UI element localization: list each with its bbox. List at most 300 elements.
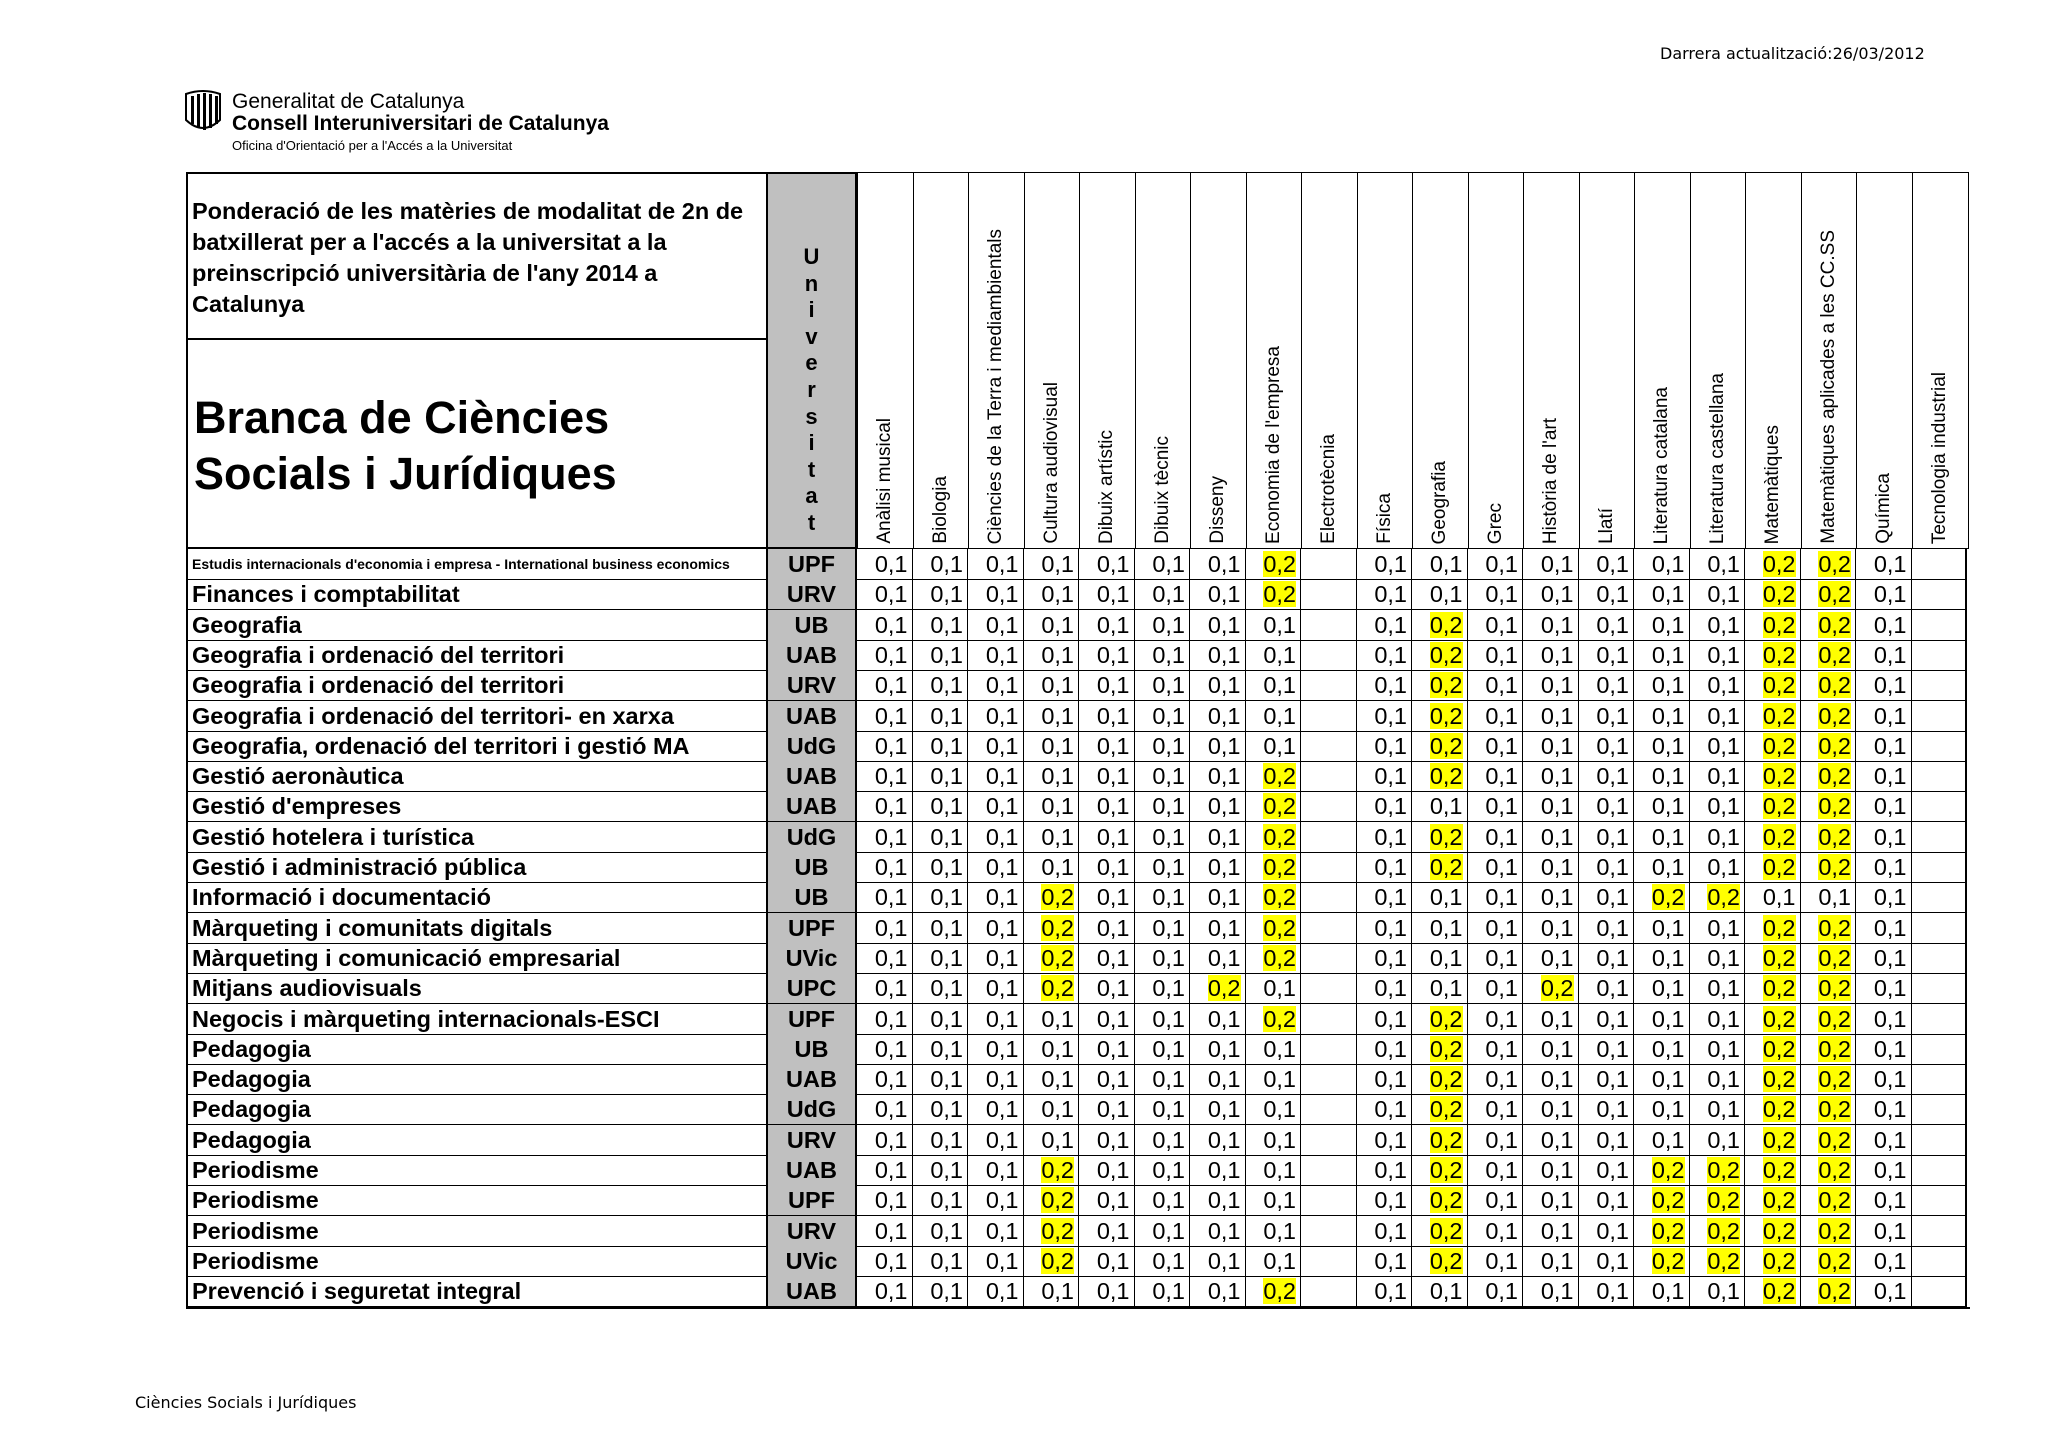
weight-cell [1190,1125,1246,1156]
weight-value: 0,1 [1263,732,1296,759]
weight-value: 0,1 [1873,1187,1907,1214]
weight-value: 0,1 [1596,823,1629,850]
weight-cell [1690,1064,1746,1095]
weight-value: 0,1 [1651,975,1685,1002]
weight-value: 0,2 [1818,1126,1851,1153]
weight-value: 0,1 [1263,1126,1296,1153]
weight-value: 0,1 [1485,1157,1518,1183]
weight-cell [1357,852,1413,883]
weight-cell [1690,549,1746,580]
subject-header-label: Literatura castellana [1706,372,1728,544]
university-header-letter: i [808,297,815,323]
weight-value: 0,1 [1540,823,1574,850]
university-code: UdG [766,822,857,853]
weight-cell [1246,1064,1302,1095]
weight-value: 0,1 [1041,1096,1074,1123]
weight-value: 0,1 [1485,1278,1518,1305]
weight-cell [1024,1064,1080,1095]
weight-cell [1801,1185,1857,1216]
weight-cell [1412,1125,1468,1156]
weight-value: 0,1 [1651,1278,1685,1305]
weight-cell [1468,822,1524,853]
weight-cell [913,640,969,671]
weight-value: 0,1 [1596,581,1629,608]
degree-name: Gestió hotelera i turística [186,822,766,853]
weight-cell [1468,670,1524,701]
weight-cell [1190,701,1246,732]
weight-cell [857,1094,913,1125]
weight-value: 0,1 [930,1126,963,1153]
subject-header [913,172,970,549]
weight-cell [1634,670,1690,701]
weight-value: 0,2 [1762,1005,1796,1032]
weight-cell [1523,1004,1579,1035]
weight-cell [1801,549,1857,580]
university-code: UAB [766,1276,857,1307]
weight-cell [1634,610,1690,641]
weight-value: 0,1 [1596,944,1629,971]
weight-value: 0,2 [1263,1005,1296,1032]
weight-value: 0,1 [1596,732,1629,759]
weight-cell [1579,731,1635,762]
weight-value: 0,1 [1651,1005,1685,1032]
weight-value: 0,2 [1429,1157,1463,1183]
weight-cell [1024,822,1080,853]
weight-value: 0,1 [985,611,1019,638]
weight-value: 0,1 [874,793,908,820]
weight-cell [1856,701,1912,732]
weight-value: 0,1 [1485,672,1518,699]
weight-value: 0,1 [1707,823,1740,850]
weight-cell [1856,1246,1912,1277]
weight-value: 0,1 [1596,793,1629,820]
weight-cell [1634,1216,1690,1247]
weight-value: 0,1 [1873,611,1907,638]
weight-cell [1801,1034,1857,1065]
weight-value: 0,1 [874,732,908,759]
weight-value: 0,1 [1096,1157,1130,1183]
weight-value: 0,1 [1651,581,1685,608]
weight-value: 0,1 [1263,1247,1296,1274]
weight-cell [1912,1155,1968,1186]
weight-cell [1079,882,1135,913]
weight-cell [1412,1004,1468,1035]
weight-value: 0,1 [1207,1247,1241,1274]
weight-cell [1468,579,1524,610]
weight-cell [1301,1276,1357,1307]
weight-value: 0,1 [985,581,1019,608]
weight-cell [1468,882,1524,913]
weight-value: 0,1 [1096,793,1130,820]
degree-name: Geografia [186,610,766,641]
weight-cell [1079,761,1135,792]
weight-cell [857,913,913,944]
weight-cell [1523,1125,1579,1156]
weight-cell [1912,670,1968,701]
weight-cell [1801,822,1857,853]
weight-cell [1412,761,1468,792]
weight-value: 0,1 [1762,884,1796,911]
university-header-letter: i [808,430,815,456]
weight-value: 0,1 [1374,732,1407,759]
weight-value: 0,1 [985,914,1019,941]
weight-cell [1246,973,1302,1004]
weight-cell [1246,882,1302,913]
weight-cell [1745,913,1801,944]
weight-cell [1357,1276,1413,1307]
university-code: UVic [766,943,857,974]
weight-cell [1634,579,1690,610]
weight-value: 0,1 [1152,793,1185,820]
weight-cell [1856,610,1912,641]
weight-cell [1135,1125,1191,1156]
weight-cell [1246,670,1302,701]
weight-cell [1135,1034,1191,1065]
weight-cell [1468,973,1524,1004]
weight-value: 0,1 [930,611,963,638]
weight-value: 0,1 [1096,1035,1130,1062]
weight-cell [1412,670,1468,701]
weight-cell [1634,1125,1690,1156]
weight-value: 0,1 [1152,1157,1185,1183]
weight-cell [1634,731,1690,762]
weight-value: 0,1 [1041,672,1074,699]
weight-cell [1523,761,1579,792]
weight-cell [913,1155,969,1186]
weight-value: 0,1 [1707,1035,1740,1062]
weight-cell [968,973,1024,1004]
weight-cell [1690,1216,1746,1247]
weight-cell [1190,1276,1246,1307]
weight-cell [1190,579,1246,610]
weight-value: 0,1 [1540,793,1574,820]
weight-cell [1246,1246,1302,1277]
weight-value: 0,2 [1818,1217,1851,1244]
weight-cell [1579,882,1635,913]
weight-cell [1690,1034,1746,1065]
weight-value: 0,1 [1152,732,1185,759]
weight-cell [1523,1064,1579,1095]
weight-cell [1690,822,1746,853]
weight-cell [968,791,1024,822]
university-code: URV [766,1125,857,1156]
weight-value: 0,1 [985,672,1019,699]
weight-cell [1690,882,1746,913]
weight-value: 0,1 [1707,1096,1740,1123]
weight-cell [1912,701,1968,732]
weight-cell [1745,882,1801,913]
weight-value: 0,1 [1429,884,1463,911]
weight-cell [1523,852,1579,883]
weight-value: 0,2 [1041,944,1074,971]
weight-cell [1912,1216,1968,1247]
weight-value: 0,1 [1041,793,1074,820]
weight-value: 0,1 [1596,672,1629,699]
weight-value: 0,2 [1762,1066,1796,1093]
weight-cell [857,1125,913,1156]
weight-value: 0,1 [1596,1035,1629,1062]
weight-cell [857,882,913,913]
weight-cell [1912,882,1968,913]
weight-value: 0,1 [930,854,963,880]
weight-cell [1190,1185,1246,1216]
weight-value: 0,2 [1263,914,1296,941]
weight-value: 0,1 [1207,611,1241,638]
weight-cell [1024,1004,1080,1035]
university-code: UAB [766,701,857,732]
weight-value: 0,1 [1873,1157,1907,1183]
weight-value: 0,2 [1762,975,1796,1002]
weight-cell [1690,1155,1746,1186]
weight-value: 0,1 [1485,1096,1518,1123]
subject-header-label: Anàlisi musical [874,418,896,544]
weight-value: 0,1 [1152,611,1185,638]
weight-value: 0,1 [874,884,908,911]
weight-cell [913,973,969,1004]
weight-cell [1412,973,1468,1004]
subject-header [1024,172,1081,549]
weight-cell [1634,549,1690,580]
weight-cell [1634,943,1690,974]
subject-header [1301,172,1358,549]
weight-value: 0,1 [1263,1187,1296,1214]
weight-cell [1412,1094,1468,1125]
degree-name: Periodisme [186,1155,766,1186]
weight-cell [1745,701,1801,732]
weight-cell [1912,731,1968,762]
weight-cell [1579,1185,1635,1216]
weight-value: 0,1 [1596,854,1629,880]
weight-cell [1468,1246,1524,1277]
weight-cell [1079,579,1135,610]
weight-cell [968,670,1024,701]
weight-value: 0,1 [1152,763,1185,790]
weight-value: 0,1 [1707,672,1740,699]
weight-value: 0,1 [1485,581,1518,608]
weight-cell [968,1246,1024,1277]
weight-value: 0,1 [1374,1035,1407,1062]
weight-value: 0,1 [930,1066,963,1093]
weight-cell [1135,882,1191,913]
university-header-letter: t [807,509,816,535]
weight-cell [857,610,913,641]
weight-cell [1135,549,1191,580]
weight-value: 0,1 [1207,581,1241,608]
weight-value: 0,2 [1818,732,1851,759]
weight-value: 0,1 [930,551,963,577]
weight-value: 0,1 [1374,914,1407,941]
weight-cell [1579,913,1635,944]
weight-value: 0,2 [1818,914,1851,941]
weight-value: 0,1 [874,1005,908,1032]
weight-value: 0,1 [985,793,1019,820]
weight-cell [1246,913,1302,944]
weight-value: 0,1 [1540,1157,1574,1183]
weight-cell [1912,610,1968,641]
weight-value: 0,1 [1596,914,1629,941]
weight-value: 0,1 [874,581,908,608]
weight-value: 0,2 [1818,1157,1851,1183]
weight-value: 0,1 [930,1096,963,1123]
weight-cell [1024,973,1080,1004]
weight-cell [1079,852,1135,883]
weight-value: 0,1 [1873,551,1907,577]
weight-value: 0,1 [1207,914,1241,941]
weight-value: 0,1 [1485,763,1518,790]
weight-cell [1079,1004,1135,1035]
logo-line-oficina: Oficina d'Orientació per a l'Accés a la Universitat [232,138,513,153]
weight-value: 0,1 [1485,793,1518,820]
weight-value: 0,2 [1762,702,1796,729]
weight-value: 0,1 [1873,1126,1907,1153]
weight-value: 0,1 [985,702,1019,729]
weight-cell [1690,1246,1746,1277]
weight-value: 0,1 [1041,854,1074,880]
branch-title: Branca de Ciències Socials i Jurídiques [186,338,766,549]
weight-cell [1357,913,1413,944]
weight-value: 0,2 [1707,1217,1740,1244]
weight-cell [1690,1185,1746,1216]
weight-cell [1801,1004,1857,1035]
weight-value: 0,2 [1041,1247,1074,1274]
weight-value: 0,2 [1818,551,1851,577]
weight-value: 0,1 [1540,1278,1574,1305]
weight-cell [1523,1034,1579,1065]
weight-cell [857,640,913,671]
weight-cell [1024,701,1080,732]
weight-cell [1745,549,1801,580]
weight-cell [1079,1216,1135,1247]
weight-value: 0,1 [985,551,1019,577]
weight-value: 0,1 [1374,641,1407,668]
weight-cell [1079,670,1135,701]
weight-value: 0,1 [1873,1096,1907,1123]
weight-value: 0,2 [1651,884,1685,911]
weight-cell [1579,1155,1635,1186]
weight-cell [1856,913,1912,944]
weight-value: 0,1 [1096,944,1130,971]
weight-value: 0,1 [1374,702,1407,729]
weight-value: 0,1 [1152,1126,1185,1153]
weight-value: 0,1 [1429,975,1463,1002]
weight-value: 0,1 [1152,975,1185,1002]
weight-cell [1856,1216,1912,1247]
degree-name: Geografia i ordenació del territori [186,640,766,671]
weight-value: 0,1 [985,1066,1019,1093]
weight-cell [1190,1064,1246,1095]
weight-value: 0,1 [1152,581,1185,608]
weight-cell [1024,791,1080,822]
weight-cell [1690,640,1746,671]
weight-cell [1801,791,1857,822]
subject-header-label: Química [1873,473,1895,544]
weight-cell [1634,882,1690,913]
weight-value: 0,1 [1096,581,1130,608]
weight-value: 0,1 [1485,884,1518,911]
weight-cell [1579,1276,1635,1307]
weight-cell [1024,1125,1080,1156]
weight-cell [1024,913,1080,944]
subject-header-label: Llatí [1595,508,1617,544]
weight-value: 0,2 [1818,1035,1851,1062]
weight-cell [1246,1216,1302,1247]
weight-value: 0,1 [1707,702,1740,729]
weight-cell [1412,549,1468,580]
university-header-letter: t [807,456,816,482]
weight-cell [1190,913,1246,944]
weight-value: 0,1 [1374,551,1407,577]
weight-cell [1357,731,1413,762]
weight-cell [913,822,969,853]
weight-cell [968,943,1024,974]
weight-value: 0,2 [1762,611,1796,638]
weight-cell [1024,1094,1080,1125]
weight-cell [1357,822,1413,853]
weight-value: 0,2 [1651,1157,1685,1183]
weight-value: 0,2 [1818,975,1851,1002]
weight-cell [1690,701,1746,732]
weight-value: 0,1 [1041,1066,1074,1093]
weight-cell [1301,822,1357,853]
weight-cell [857,731,913,762]
weight-cell [1745,610,1801,641]
university-code: UPF [766,913,857,944]
weight-cell [1412,882,1468,913]
weight-cell [1856,1185,1912,1216]
table-bottom-border [186,1307,1970,1309]
weight-cell [857,1216,913,1247]
weight-value: 0,2 [1263,581,1296,608]
weight-value: 0,1 [874,611,908,638]
subject-header [1079,172,1136,549]
weight-cell [1135,761,1191,792]
weight-cell [1856,822,1912,853]
weight-cell [1079,549,1135,580]
weight-cell [968,882,1024,913]
weight-cell [1412,1185,1468,1216]
weight-cell [1634,1246,1690,1277]
weight-cell [1301,791,1357,822]
subject-header [1856,172,1913,549]
weight-cell [1412,822,1468,853]
weight-cell [1079,1125,1135,1156]
subject-header [1468,172,1525,549]
weight-cell [1579,579,1635,610]
weight-cell [1745,731,1801,762]
weight-cell [1024,1155,1080,1186]
weight-cell [1912,913,1968,944]
weight-cell [913,761,969,792]
weight-value: 0,1 [1374,1066,1407,1093]
weight-cell [1745,791,1801,822]
weight-cell [1468,1155,1524,1186]
weight-value: 0,1 [1041,823,1074,850]
weight-cell [1246,1155,1302,1186]
weight-cell [1301,610,1357,641]
weight-cell [1690,610,1746,641]
weight-value: 0,1 [1873,763,1907,790]
weight-cell [1190,882,1246,913]
weight-value: 0,1 [1207,1187,1241,1214]
university-code: URV [766,1216,857,1247]
weight-value: 0,2 [1762,551,1796,577]
weight-value: 0,1 [1707,581,1740,608]
weight-cell [1856,852,1912,883]
weight-cell [1468,852,1524,883]
weight-cell [1301,943,1357,974]
university-code: UAB [766,761,857,792]
weight-cell [1357,761,1413,792]
